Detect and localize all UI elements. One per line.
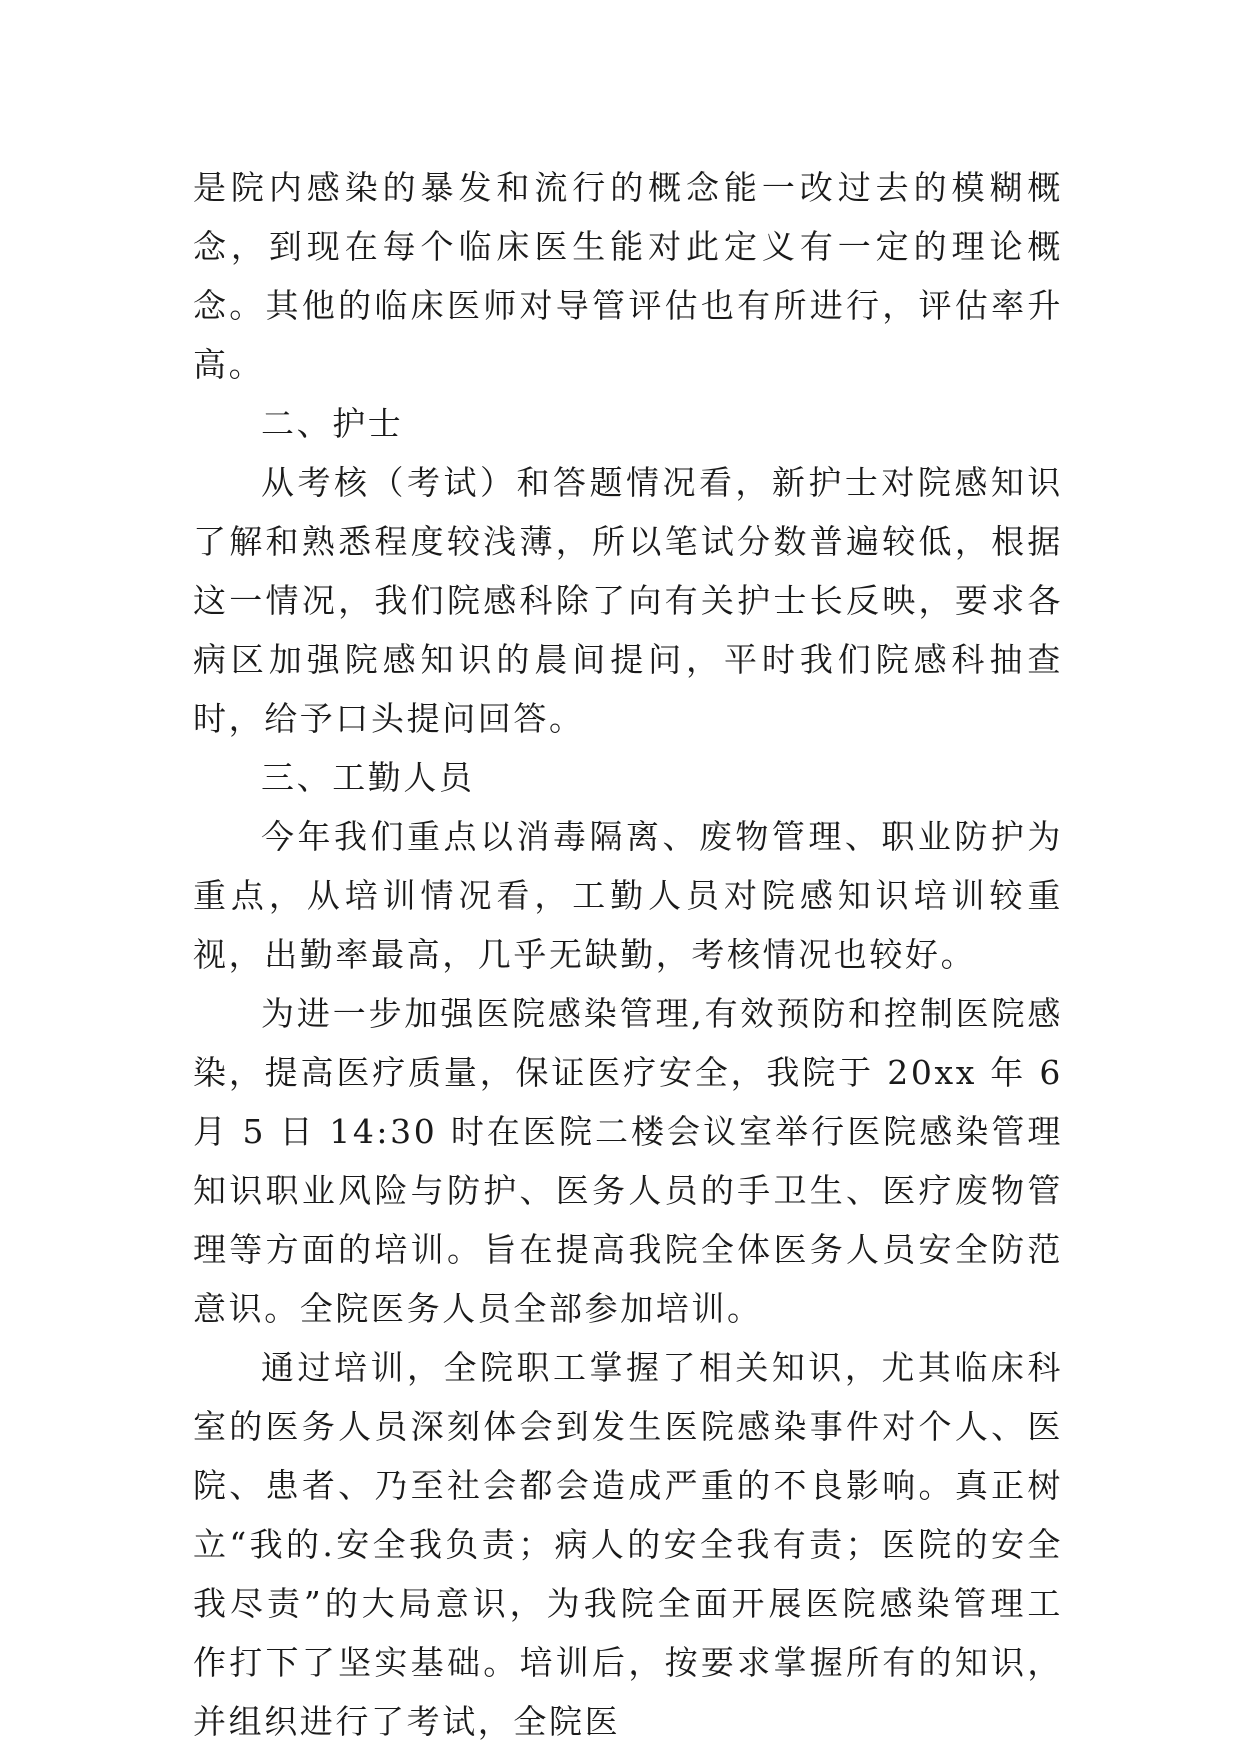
section-heading-workers: 三、工勤人员 bbox=[261, 758, 475, 797]
document-body bbox=[193, 158, 1063, 1751]
paragraph-workers: 今年我们重点以消毒隔离、废物管理、职业防护为重点，从培训情况看，工勤人员对院感知识培训较重视，出勤率最高，几乎无缺勤，考核情况也较好。 bbox=[193, 817, 1063, 974]
paragraph-nurses: 从考核（考试）和答题情况看，新护士对院感知识了解和熟悉程度较浅薄，所以笔试分数普遍较低，根据这一情况，我们院感科除了向有关护士长反映，要求各病区加强院感知识的晨间提问，平时我们院感科抽查时，给予口头提问回答。 bbox=[193, 463, 1063, 738]
section-heading-nurses: 二、护士 bbox=[261, 404, 404, 443]
paragraph-intro: 是院内感染的暴发和流行的概念能一改过去的模糊概念，到现在每个临床医生能对此定义有一定的理论概念。其他的临床医师对导管评估也有所进行，评估率升高。 bbox=[193, 168, 1063, 384]
paragraph-training-outcome: 通过培训，全院职工掌握了相关知识，尤其临床科室的医务人员深刻体会到发生医院感染事件对个人、医院、患者、乃至社会都会造成严重的不良影响。真正树立“我的.安全我负责；病人的安全我有责；医院的安全我尽责”的大局意识，为我院全面开展医院感染管理工作打下了坚实基础。培训后，按要求掌握所有的知识，并组织进行了考试，全院医 bbox=[193, 1348, 1063, 1741]
paragraph-training-event: 为进一步加强医院感染管理,有效预防和控制医院感染，提高医疗质量，保证医疗安全，我院于 20xx 年 6 月 5 日 14:30 时在医院二楼会议室举行医院感染管理知识职业风险与防护、医务人员的手卫生、医疗废物管理等方面的培训。旨在提高我院全体医务人员安全防范意识。全院医务人员全部参加培训。 bbox=[193, 994, 1063, 1328]
